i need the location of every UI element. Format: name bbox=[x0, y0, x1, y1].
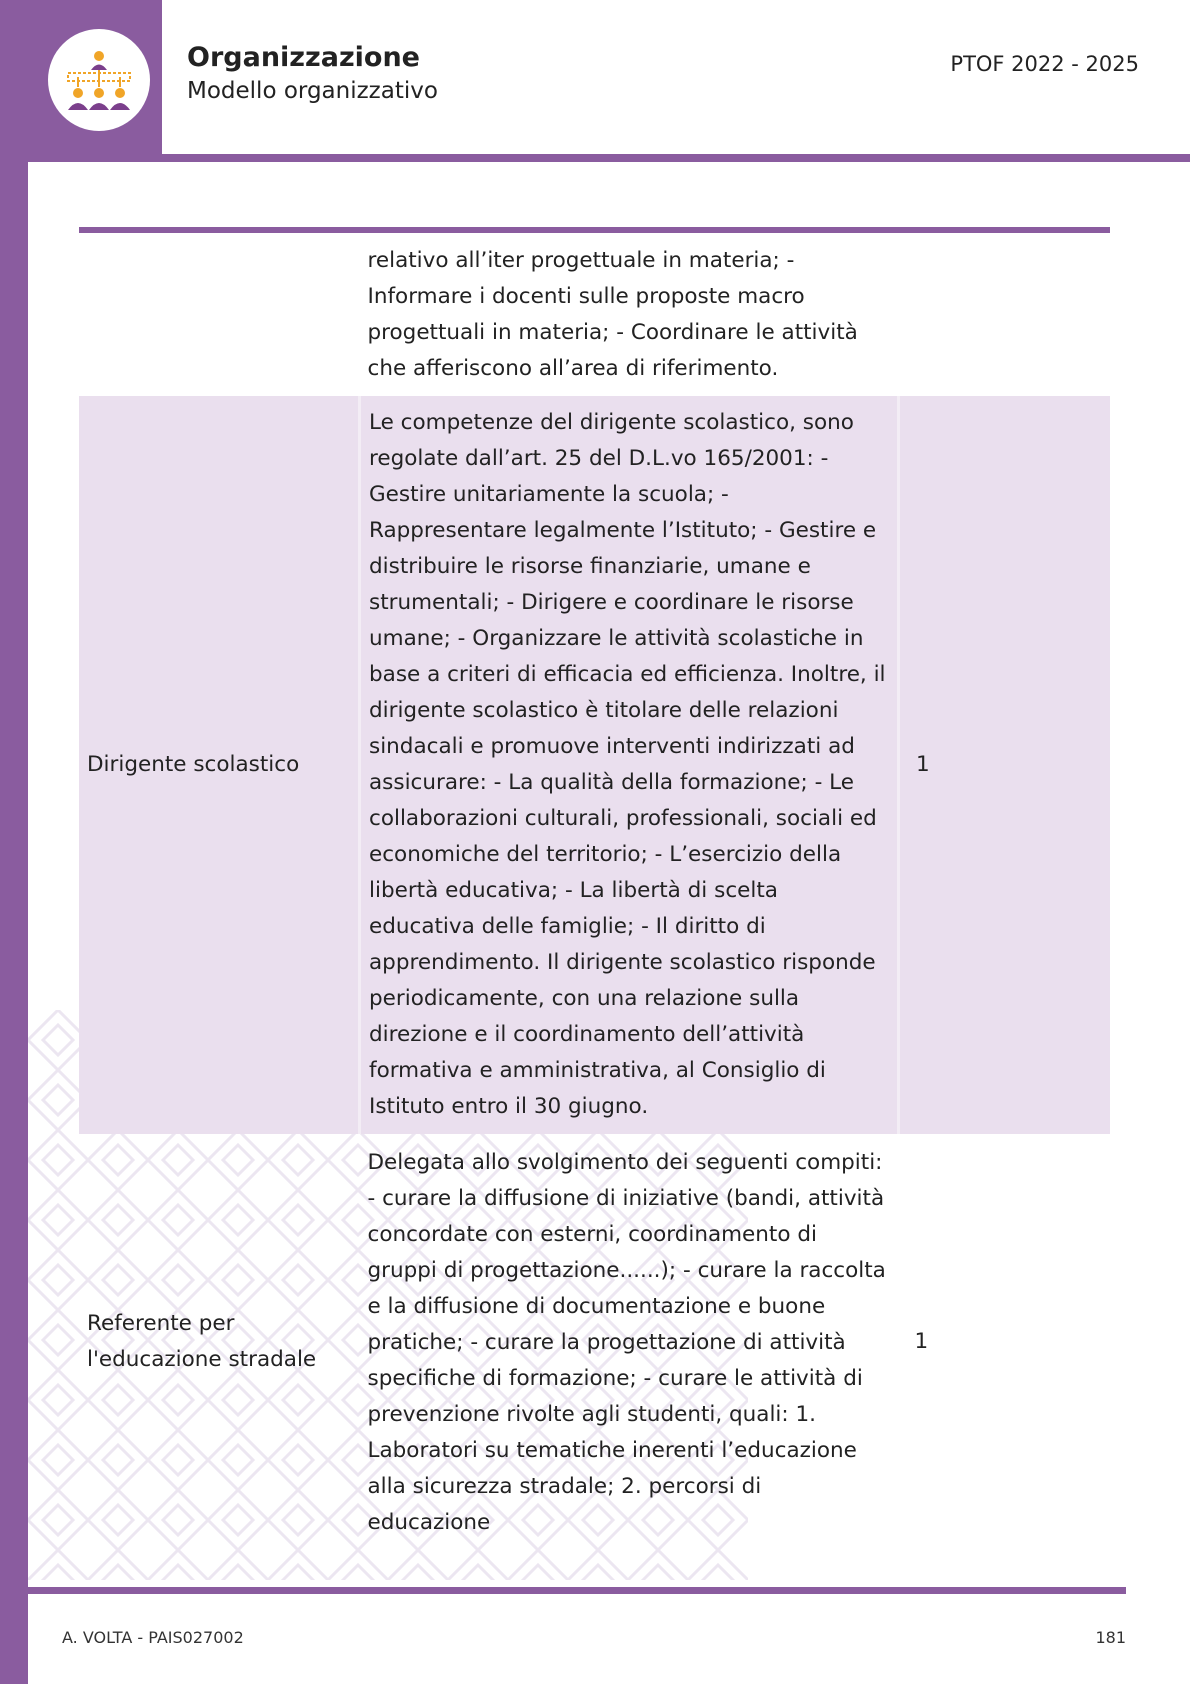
description-cell: Delegata allo svolgimento dei seguenti compiti: - curare la diffusione di iniziative (bandi, attività concordate con esterni, coordinamento di gruppi di progettazione......); - curare la raccolta e la diffusione di documentazione e buone pratiche; - curare la progettazione di attività specifiche di formazione; - curare le attività di prevenzione rivolte agli studenti, quali: 1. Laboratori su tematiche inerenti l’educazione alla sicurezza stradale; 2. percorsi di educazione bbox=[367, 1150, 886, 1535]
footer-divider bbox=[28, 1587, 1126, 1594]
ptof-label: PTOF 2022 - 2025 bbox=[950, 52, 1139, 76]
description-cell: Le competenze del dirigente scolastico, sono regolate dall’art. 25 del D.L.vo 165/2001: - Gestire unitariamente la scuola; - Rappresentare legalmente l’Istituto; - Gestire e distribuire le risorse finanziarie, umane e strumentali; - Dirigere e coordinare le risorse umane; - Organizzare le attività scolastiche in base a criteri di efficacia ed efficienza. Inoltre, il dirigente scolastico è titolare delle relazioni sindacali e promuove interventi indirizzati ad assicurare: - La qualità della formazione; - Le collaborazioni culturali, professionali, sociali ed economiche del territorio; - L’esercizio della libertà educativa; - La libertà di scelta educativa delle famiglie; - Il diritto di apprendimento. Il dirigente scolastico risponde periodicamente, con una relazione sulla direzione e il coordinamento dell’attività formativa e amministrativa, al Consiglio di Istituto entro il 30 giugno. bbox=[360, 396, 899, 1134]
table-row bbox=[79, 1134, 1110, 1549]
header-logo-block bbox=[0, 0, 162, 160]
count-cell bbox=[899, 233, 1111, 396]
role-cell: Dirigente scolastico bbox=[79, 396, 360, 1134]
role-cell bbox=[79, 233, 360, 396]
left-accent-strip bbox=[0, 0, 28, 1684]
count-cell: 1 bbox=[914, 1328, 929, 1354]
description-cell: relativo all’iter progettuale in materia; - Informare i docenti sulle proposte macro progettuali in materia; - Coordinare le attività che afferiscono all’area di riferimento. bbox=[367, 248, 858, 381]
organization-table bbox=[79, 233, 1110, 1549]
org-chart-icon bbox=[66, 49, 132, 111]
page-number: 181 bbox=[1095, 1628, 1126, 1647]
page-title: Organizzazione bbox=[187, 42, 420, 73]
count-cell: 1 bbox=[899, 396, 1111, 1134]
table-row bbox=[79, 396, 1110, 1134]
page-subtitle: Modello organizzativo bbox=[187, 78, 438, 104]
role-cell: Referente per l'educazione stradale bbox=[87, 1310, 317, 1372]
header-divider bbox=[0, 154, 1190, 162]
footer-school-code: A. VOLTA - PAIS027002 bbox=[62, 1628, 244, 1647]
logo-badge bbox=[48, 29, 150, 131]
table-row bbox=[79, 233, 1110, 396]
